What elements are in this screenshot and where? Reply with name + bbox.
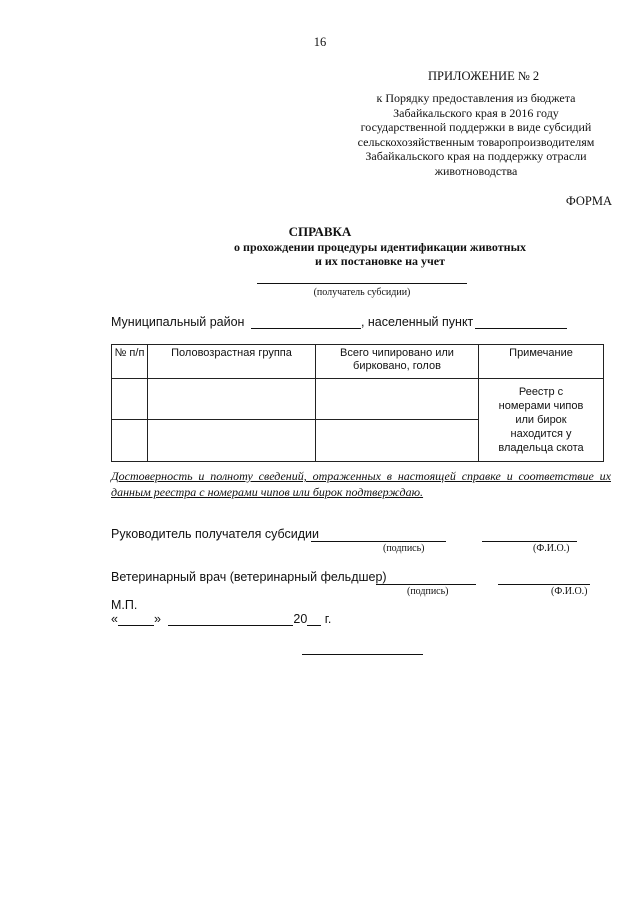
document-subtitle (160, 240, 600, 268)
closing-divider (302, 654, 423, 655)
recipient-caption: (получатель субсидии) (313, 287, 411, 298)
table-header-row (112, 345, 604, 379)
vet-signature-label: Ветеринарный врач (ветеринарный фельдшер) (111, 570, 387, 584)
form-label: ФОРМА (565, 194, 612, 208)
head-name-caption: (Ф.И.О.) (533, 543, 570, 554)
note-cell: Реестр с номерами чипов или бирок находится у владельца скота (479, 379, 604, 462)
page-number: 16 (313, 35, 327, 49)
table-cell[interactable] (148, 379, 316, 420)
date-line (111, 612, 331, 626)
table-cell[interactable] (112, 419, 148, 461)
subtitle-line: о прохождении процедуры идентификации животных (234, 240, 526, 254)
vet-signature-line[interactable] (376, 584, 476, 585)
table-cell[interactable] (316, 379, 479, 420)
header-number: № п/п (112, 345, 148, 379)
date-day-field[interactable] (118, 625, 154, 626)
appendix-line: животноводства (434, 163, 518, 178)
head-signature-line[interactable] (311, 541, 446, 542)
appendix-line: Забайкальского края на поддержку отрасли (365, 149, 587, 163)
appendix-title: ПРИЛОЖЕНИЕ № 2 (428, 69, 540, 83)
stamp-label: М.П. (111, 598, 138, 612)
vet-name-caption: (Ф.И.О.) (551, 586, 588, 597)
table-cell[interactable] (148, 419, 316, 461)
appendix-line: государственной поддержки в виде субсидий (360, 120, 592, 134)
head-signature-label: Руководитель получателя субсидии (111, 527, 319, 541)
date-year-field[interactable] (307, 625, 321, 626)
date-year-prefix: 20 (293, 612, 308, 626)
vet-name-line[interactable] (498, 584, 590, 585)
district-field[interactable] (251, 328, 361, 329)
vet-signature-caption: (подпись) (407, 586, 449, 597)
appendix-line: сельскохозяйственным товаропроизводителям (357, 134, 595, 149)
date-close-quote: » (153, 612, 161, 626)
date-year-suffix: г. (324, 612, 332, 626)
district-label: Муниципальный район (111, 315, 245, 329)
document-title: СПРАВКА (288, 224, 352, 239)
head-name-line[interactable] (482, 541, 577, 542)
appendix-line: Забайкальского края в 2016 году (393, 105, 559, 120)
table-row (112, 379, 604, 420)
subtitle-line: и их постановке на учет (314, 254, 446, 268)
header-age-group: Половозрастная группа (148, 345, 316, 379)
header-note: Примечание (479, 345, 604, 379)
table-cell[interactable] (112, 379, 148, 420)
settlement-label: , населенный пункт (360, 315, 474, 329)
location-line (111, 315, 567, 329)
appendix-line: к Порядку предоставления из бюджета (376, 91, 576, 105)
confirmation-note: Достоверность и полноту сведений, отраженных в настоящей справке и соответствие их данным реестра с номерами чипов или бирок подтверждаю. (111, 469, 611, 499)
identification-table (111, 344, 604, 462)
settlement-field[interactable] (475, 328, 567, 329)
head-signature-caption: (подпись) (383, 543, 425, 554)
date-month-field[interactable] (168, 625, 293, 626)
date-open-quote: « (111, 612, 118, 626)
recipient-line (257, 283, 467, 284)
table-cell[interactable] (316, 419, 479, 461)
appendix-text (340, 91, 612, 178)
header-total-tagged: Всего чипировано или бирковано, голов (316, 345, 479, 379)
